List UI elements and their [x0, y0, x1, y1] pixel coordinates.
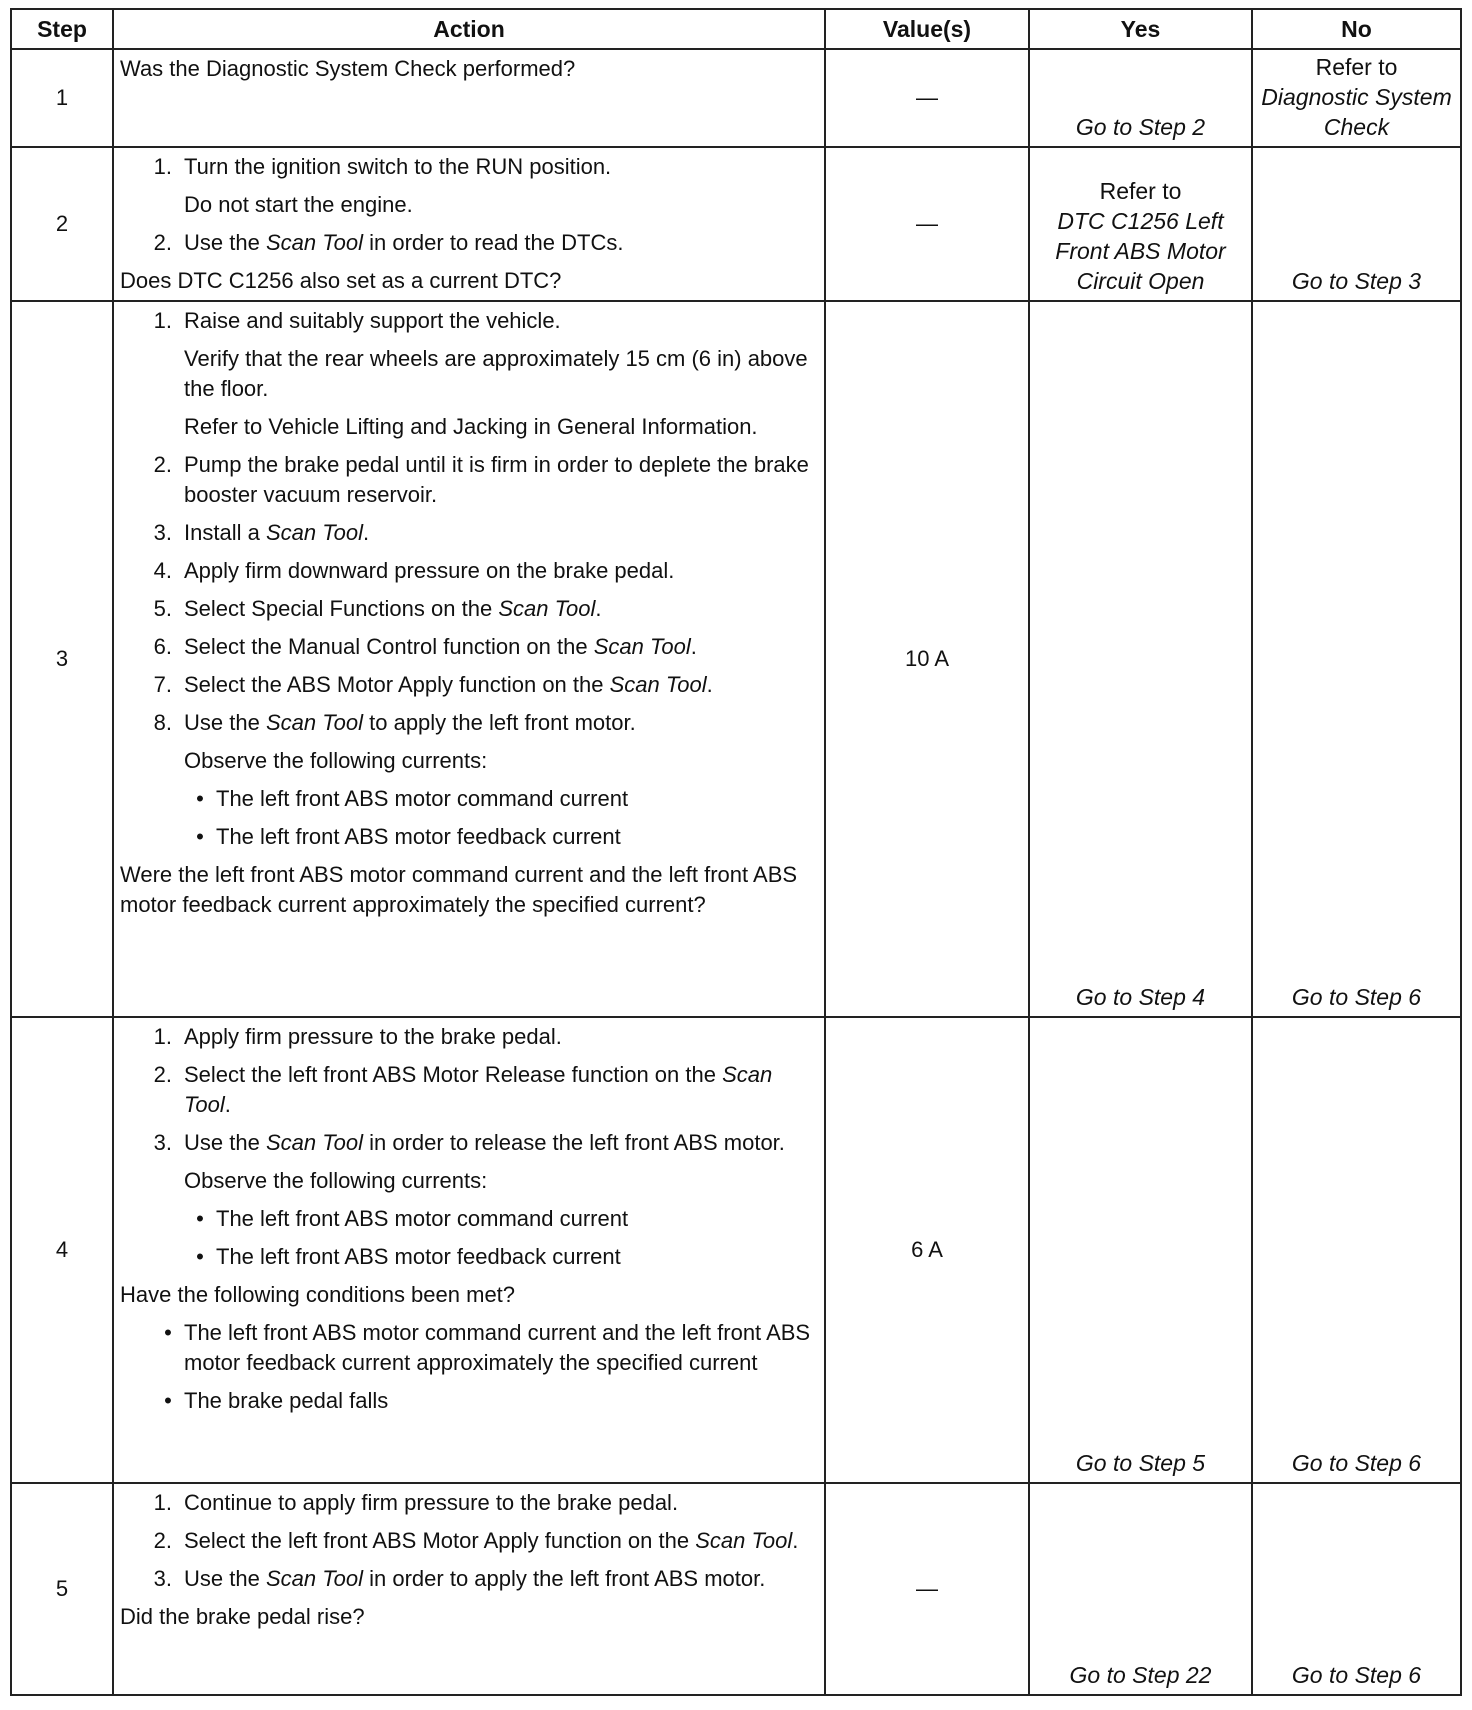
header-yes: Yes [1029, 9, 1252, 49]
item-note: Observe the following currents: [184, 748, 488, 773]
action-cell [113, 1483, 825, 1695]
condition-item: • The left front ABS motor command current and the left front ABS motor feedback current approximately the specified current [120, 1318, 818, 1378]
no-cell: Go to Step 6 [1252, 1017, 1461, 1483]
scan-tool-term: Scan Tool [265, 1566, 363, 1591]
item-text: Use the [184, 710, 260, 735]
yes-cell: Go to Step 22 [1029, 1483, 1252, 1695]
bullet-item: • The left front ABS motor feedback current [120, 1242, 818, 1272]
condition-text: The left front ABS motor command current and the left front ABS motor feedback current approximately the specified current [184, 1320, 811, 1375]
header-step: Step [11, 9, 113, 49]
bullet-item: • The left front ABS motor command current [120, 784, 818, 814]
header-action: Action [113, 9, 825, 49]
item-text: Select Special Functions on the [184, 596, 493, 621]
item-text: to apply the left front motor. [369, 710, 636, 735]
bullet-text: The left front ABS motor feedback current [216, 824, 621, 849]
scan-tool-term: Scan Tool [265, 230, 363, 255]
scan-tool-term: Scan Tool [695, 1528, 793, 1553]
list-item: 7. Select the ABS Motor Apply function on the Scan Tool. [153, 672, 713, 697]
item-note: Observe the following currents: [184, 1168, 488, 1193]
list-item: 3. Use the Scan Tool in order to apply the left front ABS motor. [153, 1566, 766, 1591]
list-item: 3. Install a Scan Tool. [153, 520, 370, 545]
value-cell: — [825, 49, 1029, 147]
list-item: 5. Select Special Functions on the Scan Tool. [153, 596, 602, 621]
step-number: 5 [11, 1483, 113, 1695]
yes-cell: Go to Step 4 [1029, 301, 1252, 1017]
action-cell [113, 1017, 825, 1483]
item-text: Select the ABS Motor Apply function on the [184, 672, 604, 697]
table-row-step-3 [11, 301, 1461, 1017]
item-text: Select the left front ABS Motor Release function on the [184, 1062, 716, 1087]
step-number: 3 [11, 301, 113, 1017]
scan-tool-term: Scan Tool [265, 520, 363, 545]
header-values: Value(s) [825, 9, 1029, 49]
step-number: 4 [11, 1017, 113, 1483]
item-note: Do not start the engine. [184, 192, 413, 217]
refer-label: Refer to [1315, 54, 1398, 80]
table-row-step-2 [11, 147, 1461, 301]
yes-cell [1029, 147, 1252, 301]
scan-tool-term: Scan Tool [184, 1062, 773, 1117]
action-cell [113, 301, 825, 1017]
action-cell [113, 49, 825, 147]
question: Did the brake pedal rise? [120, 1604, 365, 1629]
condition-item: • The brake pedal falls [120, 1386, 818, 1416]
list-item: 1. Turn the ignition switch to the RUN position. [120, 152, 818, 182]
item-text: Continue to apply firm pressure to the brake pedal. [184, 1490, 679, 1515]
item-text: Use the [184, 1130, 260, 1155]
item-text: Apply firm downward pressure on the brake pedal. [184, 558, 675, 583]
item-text: Turn the ignition switch to the RUN position. [184, 154, 612, 179]
item-text: in order to apply the left front ABS motor. [369, 1566, 766, 1591]
list-item: 2. Select the left front ABS Motor Release function on the Scan Tool. [153, 1062, 773, 1117]
list-item: 2. Select the left front ABS Motor Apply function on the Scan Tool. [153, 1528, 799, 1553]
header-row [11, 9, 1461, 49]
bullet-item: • The left front ABS motor feedback current [120, 822, 818, 852]
item-text: Raise and suitably support the vehicle. [184, 308, 561, 333]
value-cell: 10 A [825, 301, 1029, 1017]
list-item: 6. Select the Manual Control function on the Scan Tool. [153, 634, 697, 659]
scan-tool-term: Scan Tool [498, 596, 596, 621]
value-cell: — [825, 147, 1029, 301]
scan-tool-term: Scan Tool [265, 710, 363, 735]
no-cell [1252, 49, 1461, 147]
yes-cell: Go to Step 2 [1029, 49, 1252, 147]
step-number: 2 [11, 147, 113, 301]
diagnostic-table [10, 8, 1462, 1696]
item-text: in order to release the left front ABS motor. [369, 1130, 785, 1155]
table-row-step-1 [11, 49, 1461, 147]
list-item: 3. Use the Scan Tool in order to release the left front ABS motor. [153, 1130, 785, 1155]
item-text: Pump the brake pedal until it is firm in order to deplete the brake booster vacuum reservoir. [184, 452, 809, 507]
item-text: Use the [184, 230, 260, 255]
condition-text: The brake pedal falls [184, 1388, 389, 1413]
bullet-text: The left front ABS motor command current [216, 786, 629, 811]
bullet-item: • The left front ABS motor command current [120, 1204, 818, 1234]
item-text: in order to read the DTCs. [369, 230, 624, 255]
table-row-step-4 [11, 1017, 1461, 1483]
refer-label: Refer to [1099, 178, 1182, 204]
scan-tool-term: Scan Tool [593, 634, 691, 659]
item-note: Verify that the rear wheels are approximately 15 cm (6 in) above the floor. [184, 346, 808, 401]
list-item: 1. Raise and suitably support the vehicle. [120, 306, 818, 336]
item-text: Apply firm pressure to the brake pedal. [184, 1024, 562, 1049]
list-item: 4. Apply firm downward pressure on the brake pedal. [120, 556, 818, 586]
diagnostic-table-wrapper [10, 8, 1460, 1696]
value-cell: 6 A [825, 1017, 1029, 1483]
list-item: 1. Continue to apply firm pressure to the brake pedal. [120, 1488, 818, 1518]
yes-cell: Go to Step 5 [1029, 1017, 1252, 1483]
question: Was the Diagnostic System Check performed? [120, 56, 576, 81]
no-cell: Go to Step 6 [1252, 301, 1461, 1017]
item-text: Use the [184, 1566, 260, 1591]
scan-tool-term: Scan Tool [609, 672, 707, 697]
table-row-step-5 [11, 1483, 1461, 1695]
action-cell [113, 147, 825, 301]
no-cell: Go to Step 6 [1252, 1483, 1461, 1695]
value-cell: — [825, 1483, 1029, 1695]
question: Were the left front ABS motor command current and the left front ABS motor feedback current approximately the specified current? [120, 862, 798, 917]
refer-link[interactable]: DTC C1256 Left Front ABS Motor Circuit Open [1055, 208, 1226, 294]
list-item: 8. Use the Scan Tool to apply the left front motor. [153, 710, 636, 735]
refer-link[interactable]: Diagnostic System Check [1261, 84, 1452, 140]
item-text: Select the Manual Control function on the [184, 634, 588, 659]
question: Does DTC C1256 also set as a current DTC? [120, 268, 562, 293]
item-text: Install a [184, 520, 260, 545]
item-note: Refer to Vehicle Lifting and Jacking in General Information. [184, 414, 758, 439]
step-number: 1 [11, 49, 113, 147]
no-cell: Go to Step 3 [1252, 147, 1461, 301]
bullet-text: The left front ABS motor command current [216, 1206, 629, 1231]
question: Have the following conditions been met? [120, 1282, 516, 1307]
bullet-text: The left front ABS motor feedback current [216, 1244, 621, 1269]
list-item: 2. Use the Scan Tool in order to read the DTCs. [153, 230, 624, 255]
item-text: Select the left front ABS Motor Apply function on the [184, 1528, 690, 1553]
list-item: 2. Pump the brake pedal until it is firm in order to deplete the brake booster vacuum reservoir. [120, 450, 818, 510]
header-no: No [1252, 9, 1461, 49]
list-item: 1. Apply firm pressure to the brake pedal. [120, 1022, 818, 1052]
scan-tool-term: Scan Tool [265, 1130, 363, 1155]
